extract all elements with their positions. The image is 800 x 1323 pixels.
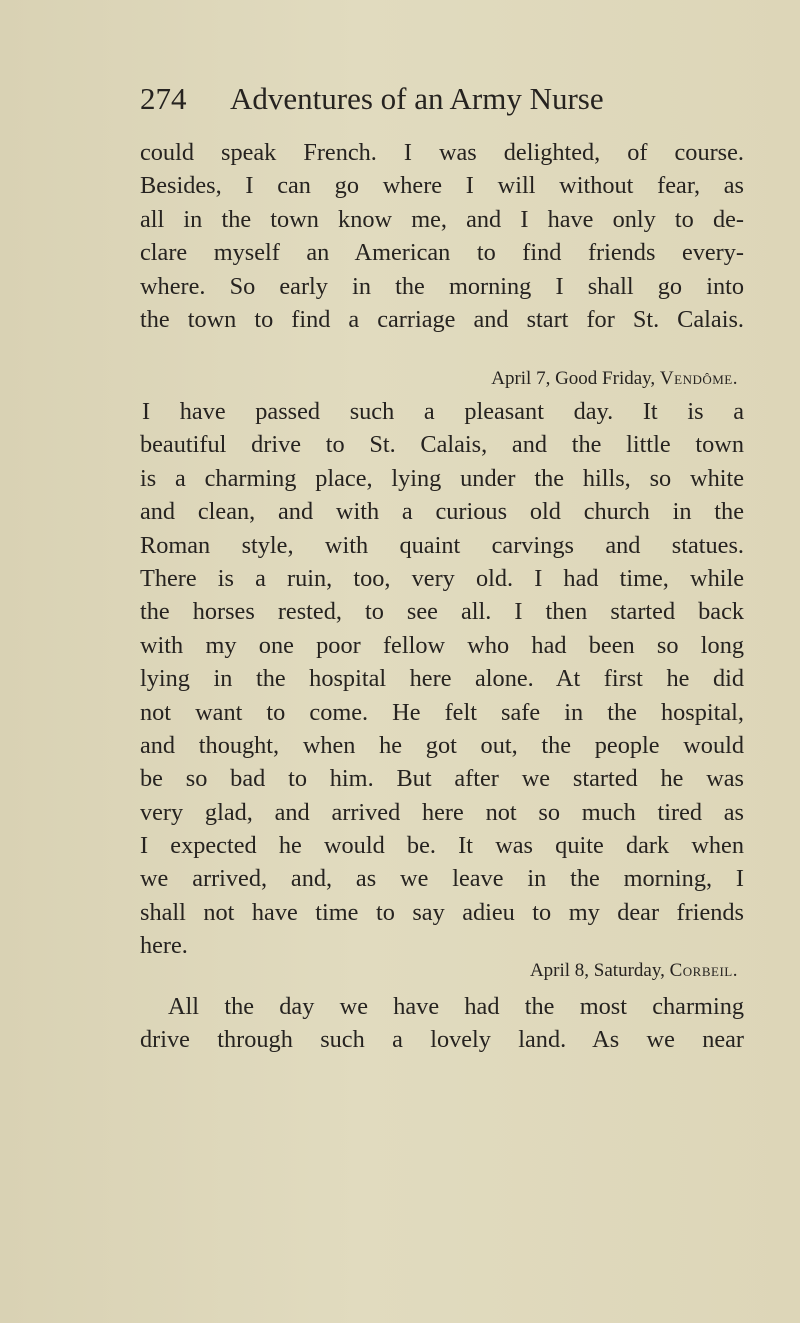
text-line: the horses rested, to see all. I then started back [140, 598, 744, 626]
text-line: All the day we have had the most charming [168, 993, 744, 1020]
text-line: and thought, when he got out, the people would [140, 731, 744, 759]
entry-dateline [530, 958, 738, 984]
text-line: shall not have time to say adieu to my dear friends [140, 898, 744, 926]
text-line: is a charming place, lying under the hills, so white [140, 464, 744, 492]
text-line: with my one poor fellow who had been so long [140, 631, 744, 659]
text-line: all in the town know me, and I have only to de- [140, 205, 744, 233]
text-line: I expected he would be. It was quite dark when [140, 832, 744, 860]
paragraph-3 [140, 990, 744, 1057]
text-line: the town to find a carriage and start for St. Calais. [140, 305, 744, 333]
entry-dateline [491, 366, 738, 392]
text-line: not want to come. He felt safe in the hospital, [140, 698, 744, 726]
text-line: and clean, and with a curious old church in the [140, 498, 744, 526]
text-line: clare myself an American to find friends every- [140, 239, 744, 267]
entry-date: April 7, Good Friday, [491, 368, 656, 389]
text-line: very glad, and arrived here not so much tired as [140, 798, 744, 826]
entry-place: Corbeil. [669, 960, 738, 981]
text-line: lying in the hospital here alone. At first he did [140, 665, 744, 693]
text-line: Roman style, with quaint carvings and statues. [140, 531, 744, 559]
text-line: where. So early in the morning I shall go into [140, 272, 744, 300]
text-line: Besides, I can go where I will without fear, as [140, 172, 744, 200]
page-number: 274 [140, 81, 187, 116]
text-line: There is a ruin, too, very old. I had time, while [140, 564, 744, 592]
text-line: I have passed such a pleasant day. It is a [142, 398, 744, 425]
text-line: beautiful drive to St. Calais, and the little town [140, 431, 744, 459]
text-line: could speak French. I was delighted, of course. [140, 139, 744, 166]
text-line: be so bad to him. But after we started he was [140, 765, 744, 793]
text-line: drive through such a lovely land. As we near [140, 1026, 744, 1054]
text-line: we arrived, and, as we leave in the morning, I [140, 865, 744, 893]
entry-place: Vendôme. [659, 368, 738, 389]
paragraph-2 [140, 395, 744, 963]
page-header [140, 74, 740, 124]
text-line: here. [140, 932, 188, 960]
paragraph-1 [140, 136, 744, 336]
entry-date: April 8, Saturday, [529, 960, 665, 981]
running-title: Adventures of an Army Nurse [230, 81, 604, 116]
